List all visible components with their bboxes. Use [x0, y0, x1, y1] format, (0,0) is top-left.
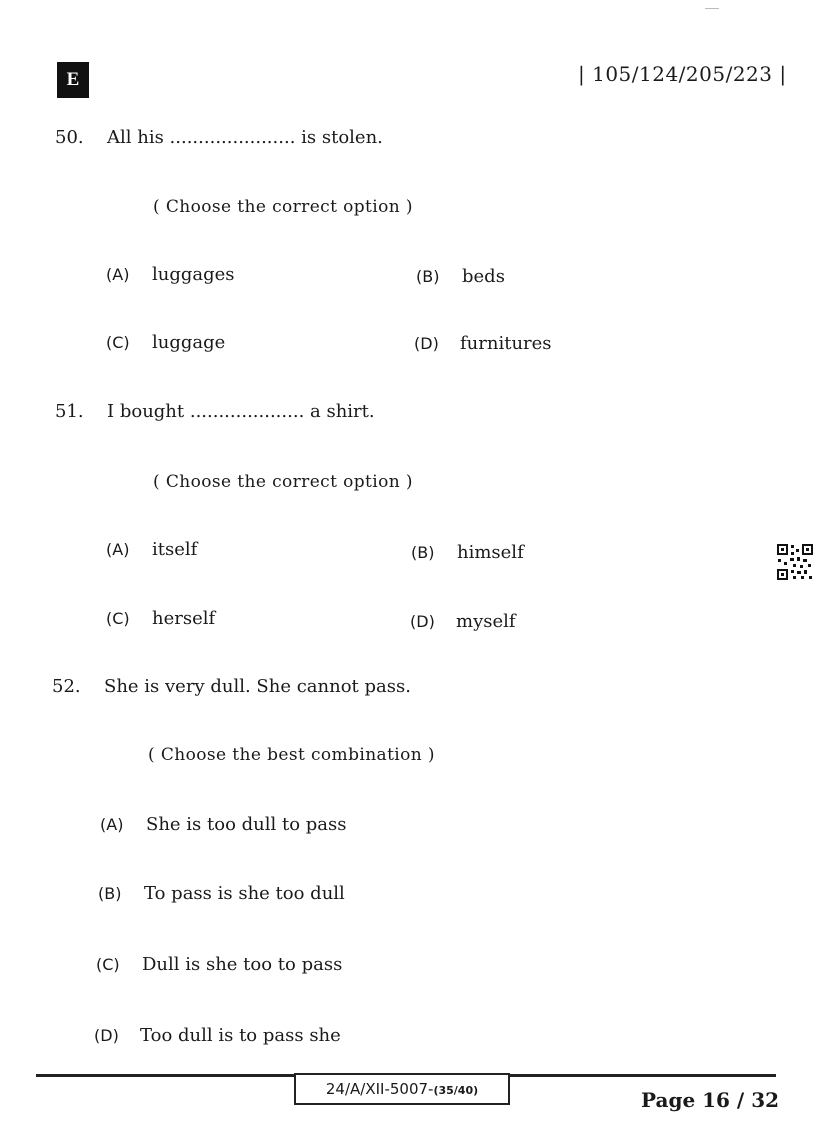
question-50-instruction: ( Choose the correct option ) — [153, 197, 413, 217]
question-52-text: She is very dull. She cannot pass. — [104, 676, 411, 697]
question-52-number: 52. — [52, 676, 81, 697]
question-52-option-a: (A) She is too dull to pass — [100, 814, 347, 835]
question-51-option-d: (D) myself — [410, 611, 516, 632]
question-51-option-b: (B) himself — [411, 542, 524, 563]
question-50-option-b: (B) beds — [416, 266, 505, 287]
paper-code: | 105/124/205/223 | — [578, 62, 787, 86]
question-50-option-a: (A) luggages — [106, 264, 235, 285]
question-51-number: 51. — [55, 401, 84, 422]
question-51-option-a: (A) itself — [106, 539, 198, 560]
page-number: Page 16 / 32 — [641, 1088, 780, 1112]
question-50-option-d: (D) furnitures — [414, 333, 552, 354]
question-51-text: I bought .................... a shirt. — [107, 401, 375, 422]
language-badge: E — [57, 62, 89, 98]
question-51-instruction: ( Choose the correct option ) — [153, 472, 413, 492]
question-50-number: 50. — [55, 127, 84, 148]
question-52-option-c: (C) Dull is she too to pass — [96, 954, 343, 975]
question-52-option-d: (D) Too dull is to pass she — [94, 1025, 341, 1046]
question-50-option-c: (C) luggage — [106, 332, 226, 353]
question-52-option-b: (B) To pass is she too dull — [98, 883, 345, 904]
question-50-text: All his ...................... is stolen. — [107, 127, 383, 148]
question-52-instruction: ( Choose the best combination ) — [148, 745, 435, 765]
footer-booklet-code: 24/A/XII-5007-(35/40) — [294, 1073, 510, 1105]
scan-mark — [705, 8, 719, 9]
question-51-option-c: (C) herself — [106, 608, 216, 629]
qr-code-icon — [776, 543, 814, 581]
